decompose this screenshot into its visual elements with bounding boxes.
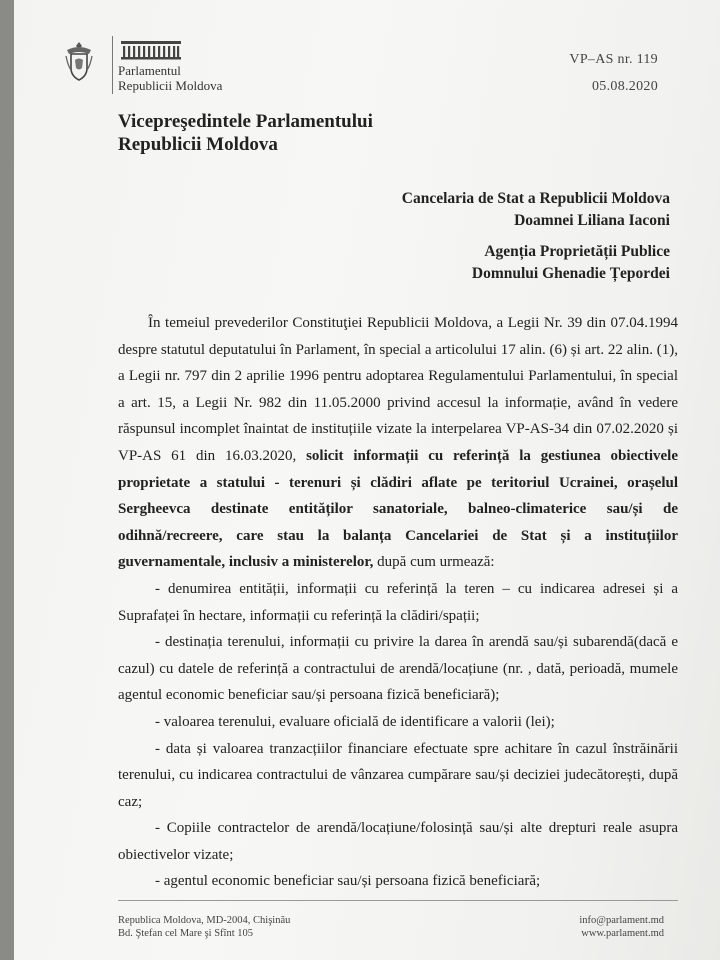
institution-line-1: Parlamentul (118, 63, 181, 78)
header-divider (112, 36, 113, 94)
footer-email[interactable]: info@parlament.md (579, 915, 664, 926)
list-item: - valoarea terenului, evaluare oficială de identificare a valorii (lei); (155, 713, 555, 730)
recipient-person: Domnului Ghenadie Țepordei (471, 265, 670, 282)
footer-address-line-2: Bd. Ştefan cel Mare şi Sfînt 105 (118, 928, 254, 939)
request-bold-text: solicit informații cu referință la gestiunea obiectivele proprietate a statului - terenuri și clădiri aflate pe teritoriul Ucrainei, orașelul Sergheevca destinate entităților sanatoriale, balneo-climaterice sau/și de odihnă/recreere, care stau la balanța Cancelariei de Stat și a instituțiilor guvernamentale, inclusiv a ministerelor, (118, 447, 678, 571)
list-item: - data și valoarea tranzacțiilor financiare efectuate spre achitare în cazul înstrăinării terenului, cu indicarea contractului de vânzarea cumpărare sau/și deciziei judecătorești, după caz; (118, 740, 678, 810)
sender-line-1: Vicepreşedintele Parlamentului (118, 111, 373, 132)
parliament-building-icon (120, 40, 182, 60)
intro-paragraph (118, 310, 678, 576)
institution-line-2: Republicii Moldova (118, 78, 223, 93)
sender-title (118, 110, 373, 156)
sender-line-2: Republicii Moldova (118, 134, 278, 155)
letter-date: 05.08.2020 (592, 79, 658, 94)
coat-of-arms-icon (64, 40, 94, 82)
recipient-institution: Agenția Proprietății Publice (484, 243, 670, 260)
recipient-block-1 (402, 188, 670, 232)
footer-address (118, 914, 290, 940)
footer-website[interactable]: www.parlament.md (581, 928, 664, 939)
letter-body (118, 310, 678, 895)
recipient-block-2 (472, 241, 670, 285)
list-item: - Copiile contractelor de arendă/locațiune/folosință sau/și alte drepturi reale asupra obiectivelor vizate; (118, 820, 678, 863)
footer-contact (579, 914, 664, 940)
institution-name (118, 63, 222, 93)
reference-number: VP–AS nr. 119 (569, 52, 658, 67)
list-item: - denumirea entității, informații cu referință la teren – cu indicarea adresei și a Suprafaței în hectare, informații cu referință la clădiri/spații; (118, 580, 678, 624)
intro-end-text: după cum urmează: (373, 554, 495, 571)
footer-address-line-1: Republica Moldova, MD-2004, Chişinău (118, 915, 291, 926)
footer-divider (118, 900, 678, 901)
recipient-person: Doamnei Liliana Iaconi (514, 212, 670, 229)
recipient-institution: Cancelaria de Stat a Republicii Moldova (401, 190, 670, 207)
list-item: - destinația terenului, informații cu privire la darea în arendă sau/și subarendă(dacă e cazul) cu datele de referință a contractului de arendă/locațiune (nr. , dată, perioadă, mumele agentul economic beneficiar sau/și persoana fizică beneficiară); (118, 634, 678, 704)
letter-page (14, 0, 720, 960)
list-item: - agentul economic beneficiar sau/și persoana fizică beneficiară; (155, 873, 541, 890)
intro-text: În temeiul prevederilor Constituţiei Republicii Moldova, a Legii Nr. 39 din 07.04.1994 despre statutul deputatului în Parlament, în special a articolului 17 alin. (6) și art. 22 alin. (1), a Legii nr. 797 din 2 aprilie 1996 pentru adoptarea Regulamentului Parlamentului, în special a art. 15, a Legii Nr. 982 din 11.05.2000 privind accesul la informație, având în vedere răspunsul incomplet înaintat de instituțiile vizate la interpelarea VP-AS-34 din 07.02.2020 și VP-AS 61 din 16.03.2020, (118, 315, 678, 464)
